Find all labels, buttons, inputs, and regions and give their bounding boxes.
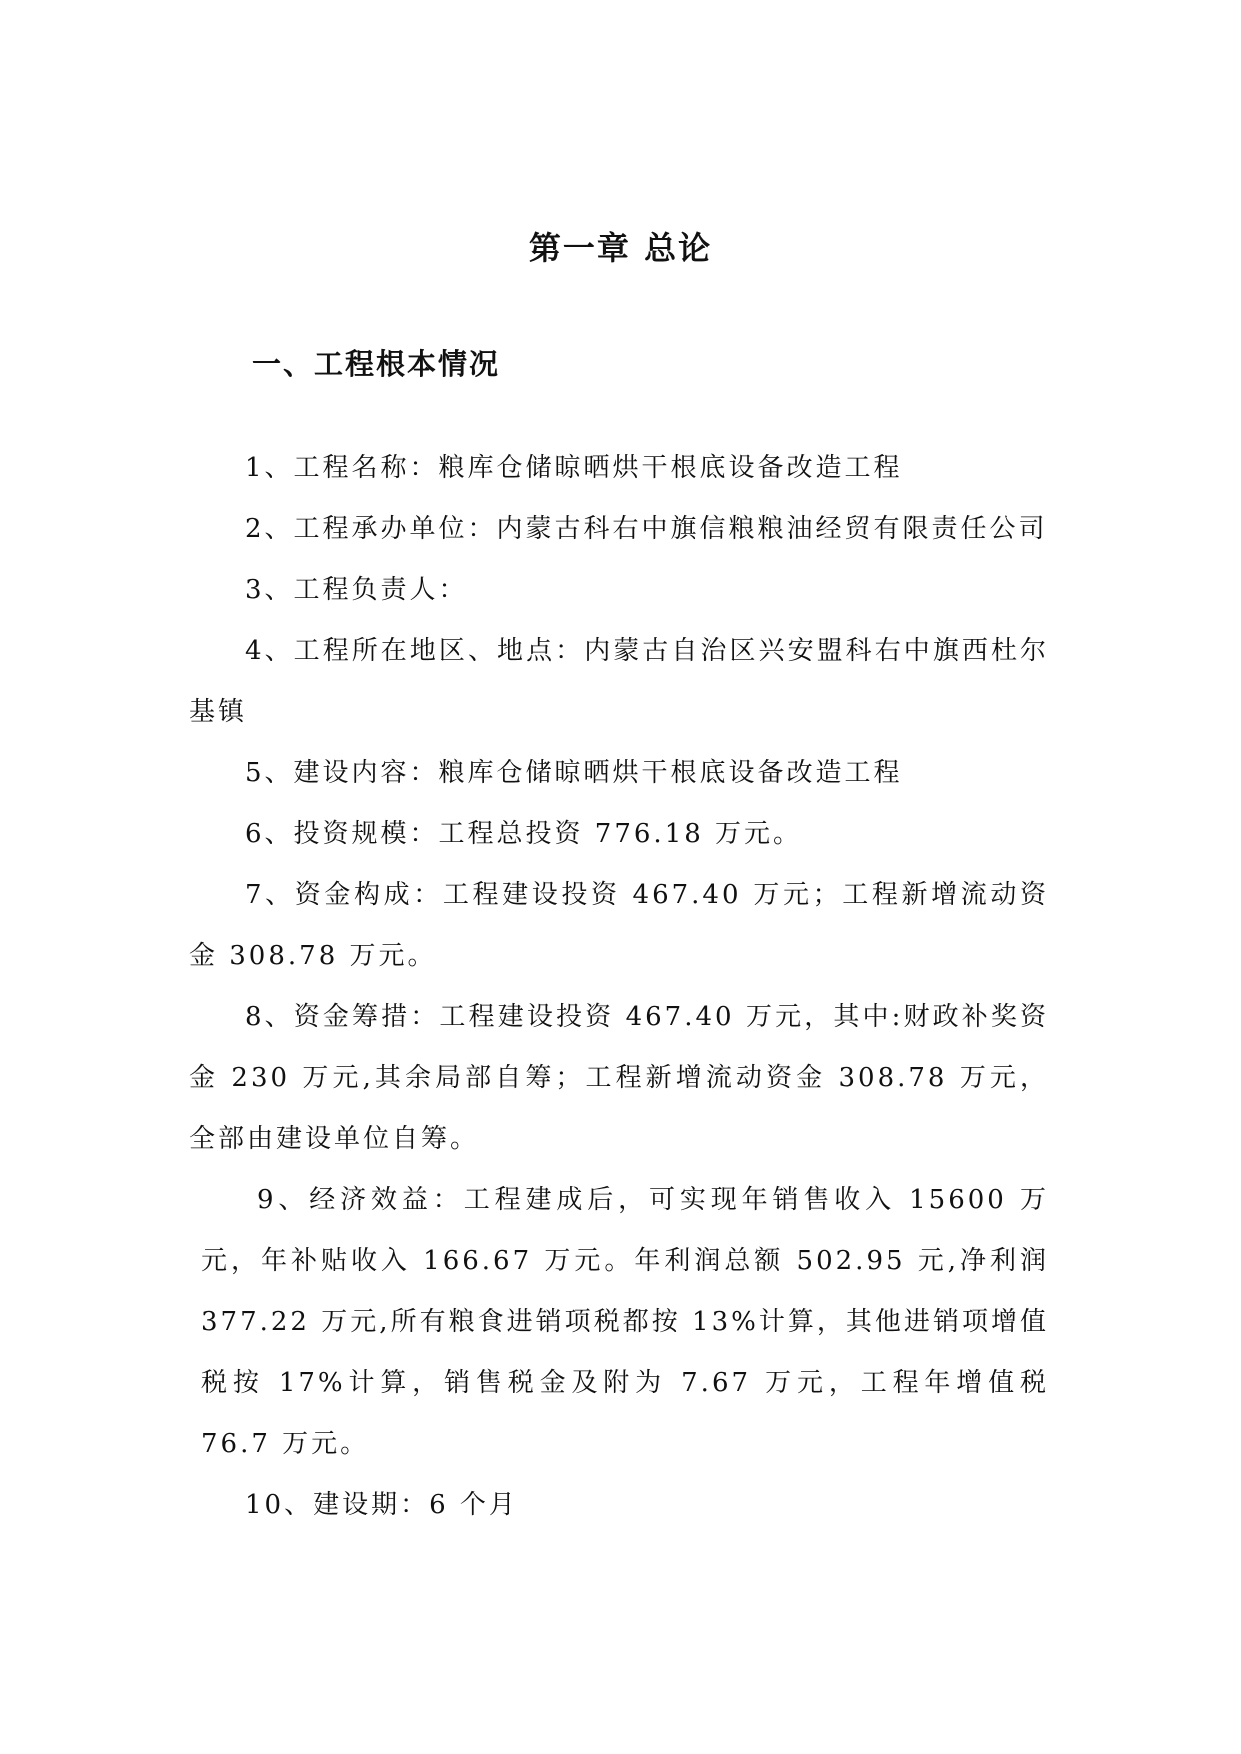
item-construction-content: 5、建设内容：粮库仓储晾晒烘干根底设备改造工程 xyxy=(245,758,903,788)
item-fund-composition: 7、资金构成：工程建设投资 467.40 万元；工程新增流动资金 308.78 万元。 xyxy=(189,880,1049,971)
chapter-title: 第一章 总论 xyxy=(528,229,713,267)
item-investment-scale: 6、投资规模：工程总投资 776.18 万元。 xyxy=(245,819,803,849)
item-project-location: 4、工程所在地区、地点：内蒙古自治区兴安盟科右中旗西杜尔基镇 xyxy=(189,636,1049,727)
item-project-leader: 3、工程负责人： xyxy=(245,575,468,605)
item-undertaking-unit: 2、工程承办单位：内蒙古科右中旗信粮粮油经贸有限责任公司 xyxy=(245,514,1048,544)
project-info-list xyxy=(189,438,1049,1536)
section-title: 一、工程根本情况 xyxy=(252,347,501,381)
item-fund-raising: 8、资金筹措：工程建设投资 467.40 万元，其中:财政补奖资金 230 万元,其余局部自筹；工程新增流动资金 308.78 万元，全部由建设单位自筹。 xyxy=(189,1002,1049,1154)
item-construction-period: 10、建设期：6 个月 xyxy=(245,1490,518,1520)
item-project-name: 1、工程名称：粮库仓储晾晒烘干根底设备改造工程 xyxy=(245,453,903,483)
item-economic-benefits: 9、经济效益：工程建成后，可实现年销售收入 15600 万元，年补贴收入 166.67 万元。年利润总额 502.95 元,净利润 377.22 万元,所有粮食进销项税都按 13%计算，其他进销项增值税按 17%计算，销售税金及附为 7.67 万元，工程年增值税 76.7 万元。 xyxy=(201,1185,1049,1459)
